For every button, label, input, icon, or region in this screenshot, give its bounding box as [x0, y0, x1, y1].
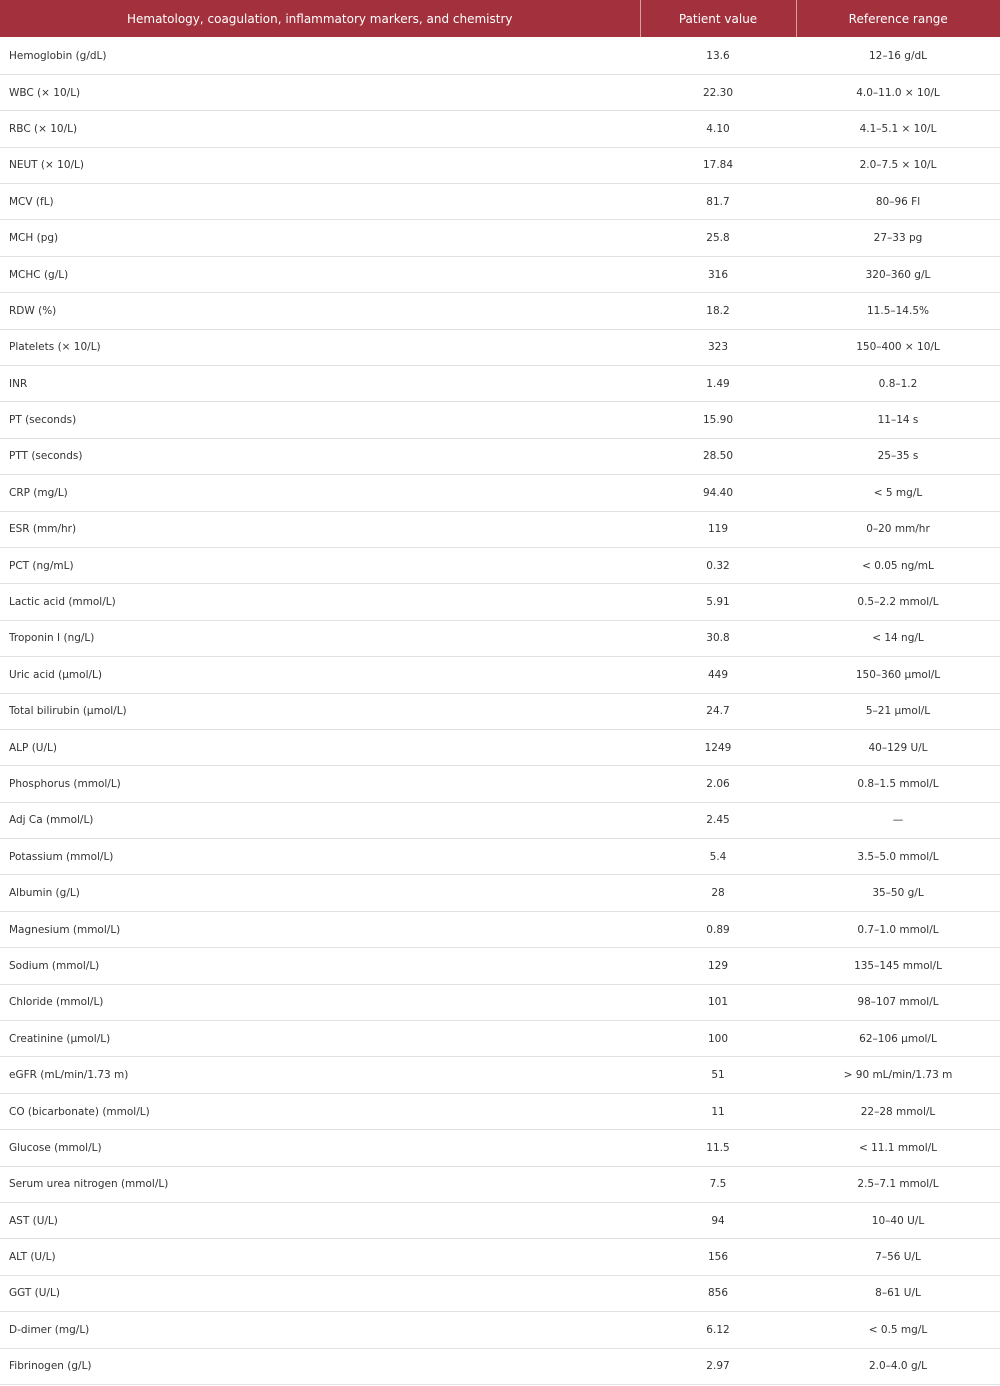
test-name-cell: ALP (U/L)	[0, 729, 640, 765]
test-name-cell: MCHC (g/L)	[0, 256, 640, 292]
patient-value-cell: 13.6	[640, 38, 796, 74]
test-name-cell: Phosphorus (mmol/L)	[0, 766, 640, 802]
patient-value-cell: 11	[640, 1093, 796, 1129]
patient-value-cell: 1249	[640, 729, 796, 765]
reference-range-cell: 0–20 mm/hr	[796, 511, 1000, 547]
test-name-cell: INR	[0, 366, 640, 402]
table-row	[0, 693, 1000, 729]
patient-value-cell: 2.45	[640, 802, 796, 838]
table-row	[0, 1093, 1000, 1129]
patient-value-cell: 129	[640, 948, 796, 984]
patient-value-cell: 2.06	[640, 766, 796, 802]
table-row	[0, 1166, 1000, 1202]
patient-value-cell: 156	[640, 1239, 796, 1275]
table-row	[0, 547, 1000, 583]
reference-range-cell: 135–145 mmol/L	[796, 948, 1000, 984]
patient-value-cell: 2.97	[640, 1348, 796, 1384]
patient-value-cell: 0.32	[640, 547, 796, 583]
reference-range-cell: 4.1–5.1 × 10/L	[796, 111, 1000, 147]
patient-value-cell: 449	[640, 657, 796, 693]
table-row	[0, 438, 1000, 474]
patient-value-cell: 28	[640, 875, 796, 911]
reference-range-cell: > 90 mL/min/1.73 m	[796, 1057, 1000, 1093]
patient-value-cell: 7.5	[640, 1166, 796, 1202]
table-row	[0, 584, 1000, 620]
test-name-cell: Fibrinogen (g/L)	[0, 1348, 640, 1384]
reference-range-cell: 40–129 U/L	[796, 729, 1000, 765]
reference-range-cell: < 0.05 ng/mL	[796, 547, 1000, 583]
test-name-cell: Uric acid (µmol/L)	[0, 657, 640, 693]
test-name-cell: WBC (× 10/L)	[0, 74, 640, 110]
table-row	[0, 1275, 1000, 1311]
reference-range-cell: 11–14 s	[796, 402, 1000, 438]
test-name-cell: GGT (U/L)	[0, 1275, 640, 1311]
test-name-cell: Hemoglobin (g/dL)	[0, 38, 640, 74]
reference-range-cell: 5–21 µmol/L	[796, 693, 1000, 729]
table-row	[0, 1021, 1000, 1057]
patient-value-cell: 119	[640, 511, 796, 547]
patient-value-cell: 316	[640, 256, 796, 292]
test-name-cell: Potassium (mmol/L)	[0, 839, 640, 875]
reference-range-cell: 8–61 U/L	[796, 1275, 1000, 1311]
table-row	[0, 38, 1000, 74]
test-name-cell: NEUT (× 10/L)	[0, 147, 640, 183]
reference-range-cell: 150–400 × 10/L	[796, 329, 1000, 365]
reference-range-cell: 10–40 U/L	[796, 1203, 1000, 1239]
test-name-cell: CRP (mg/L)	[0, 475, 640, 511]
reference-range-cell: 98–107 mmol/L	[796, 984, 1000, 1020]
patient-value-cell: 1.49	[640, 366, 796, 402]
patient-value-cell: 18.2	[640, 293, 796, 329]
table-row	[0, 620, 1000, 656]
reference-range-cell: 150–360 µmol/L	[796, 657, 1000, 693]
patient-value-cell: 94	[640, 1203, 796, 1239]
test-name-cell: CO (bicarbonate) (mmol/L)	[0, 1093, 640, 1129]
table-row	[0, 293, 1000, 329]
test-name-cell: ALT (U/L)	[0, 1239, 640, 1275]
reference-range-cell: 25–35 s	[796, 438, 1000, 474]
reference-range-cell: 62–106 µmol/L	[796, 1021, 1000, 1057]
table-row	[0, 729, 1000, 765]
test-name-cell: Chloride (mmol/L)	[0, 984, 640, 1020]
test-name-cell: Magnesium (mmol/L)	[0, 911, 640, 947]
table-row	[0, 147, 1000, 183]
reference-range-cell: 0.7–1.0 mmol/L	[796, 911, 1000, 947]
patient-value-cell: 22.30	[640, 74, 796, 110]
patient-value-cell: 17.84	[640, 147, 796, 183]
patient-value-cell: 5.4	[640, 839, 796, 875]
reference-range-cell: 27–33 pg	[796, 220, 1000, 256]
test-name-cell: eGFR (mL/min/1.73 m)	[0, 1057, 640, 1093]
table-row	[0, 1057, 1000, 1093]
patient-value-cell: 51	[640, 1057, 796, 1093]
table-row	[0, 220, 1000, 256]
table-row	[0, 511, 1000, 547]
patient-value-cell: 0.89	[640, 911, 796, 947]
test-name-cell: PTT (seconds)	[0, 438, 640, 474]
table-row	[0, 766, 1000, 802]
reference-range-cell: 11.5–14.5%	[796, 293, 1000, 329]
table-row	[0, 74, 1000, 110]
table-row	[0, 1312, 1000, 1348]
test-name-cell: Albumin (g/L)	[0, 875, 640, 911]
table-row	[0, 657, 1000, 693]
test-name-cell: Creatinine (µmol/L)	[0, 1021, 640, 1057]
test-name-cell: Adj Ca (mmol/L)	[0, 802, 640, 838]
reference-range-cell: 0.8–1.5 mmol/L	[796, 766, 1000, 802]
header-test-name: Hematology, coagulation, inflammatory markers, and chemistry	[0, 0, 640, 38]
patient-value-cell: 100	[640, 1021, 796, 1057]
table-row	[0, 911, 1000, 947]
reference-range-cell: —	[796, 802, 1000, 838]
reference-range-cell: 7–56 U/L	[796, 1239, 1000, 1275]
test-name-cell: RBC (× 10/L)	[0, 111, 640, 147]
table-row	[0, 1203, 1000, 1239]
test-name-cell: Lactic acid (mmol/L)	[0, 584, 640, 620]
test-name-cell: Platelets (× 10/L)	[0, 329, 640, 365]
header-reference-range: Reference range	[796, 0, 1000, 38]
test-name-cell: D-dimer (mg/L)	[0, 1312, 640, 1348]
test-name-cell: Troponin I (ng/L)	[0, 620, 640, 656]
patient-value-cell: 4.10	[640, 111, 796, 147]
test-name-cell: Sodium (mmol/L)	[0, 948, 640, 984]
test-name-cell: MCH (pg)	[0, 220, 640, 256]
reference-range-cell: 2.5–7.1 mmol/L	[796, 1166, 1000, 1202]
test-name-cell: AST (U/L)	[0, 1203, 640, 1239]
patient-value-cell: 24.7	[640, 693, 796, 729]
reference-range-cell: 12–16 g/dL	[796, 38, 1000, 74]
reference-range-cell: < 5 mg/L	[796, 475, 1000, 511]
table-header	[0, 0, 1000, 38]
test-name-cell: PT (seconds)	[0, 402, 640, 438]
table-row	[0, 329, 1000, 365]
patient-value-cell: 25.8	[640, 220, 796, 256]
table-row	[0, 366, 1000, 402]
reference-range-cell: 2.0–4.0 g/L	[796, 1348, 1000, 1384]
table-row	[0, 839, 1000, 875]
reference-range-cell: < 11.1 mmol/L	[796, 1130, 1000, 1166]
reference-range-cell: 2.0–7.5 × 10/L	[796, 147, 1000, 183]
table-row	[0, 256, 1000, 292]
patient-value-cell: 81.7	[640, 184, 796, 220]
reference-range-cell: 0.8–1.2	[796, 366, 1000, 402]
reference-range-cell: 0.5–2.2 mmol/L	[796, 584, 1000, 620]
reference-range-cell: 35–50 g/L	[796, 875, 1000, 911]
table-row	[0, 1130, 1000, 1166]
table-row	[0, 984, 1000, 1020]
table-row	[0, 948, 1000, 984]
test-name-cell: ESR (mm/hr)	[0, 511, 640, 547]
patient-value-cell: 30.8	[640, 620, 796, 656]
reference-range-cell: 320–360 g/L	[796, 256, 1000, 292]
reference-range-cell: < 14 ng/L	[796, 620, 1000, 656]
test-name-cell: RDW (%)	[0, 293, 640, 329]
patient-value-cell: 28.50	[640, 438, 796, 474]
test-name-cell: MCV (fL)	[0, 184, 640, 220]
reference-range-cell: < 0.5 mg/L	[796, 1312, 1000, 1348]
table-row	[0, 875, 1000, 911]
table-row	[0, 1239, 1000, 1275]
table-body	[0, 38, 1000, 1384]
patient-value-cell: 856	[640, 1275, 796, 1311]
header-patient-value: Patient value	[640, 0, 796, 38]
table-row	[0, 111, 1000, 147]
patient-value-cell: 6.12	[640, 1312, 796, 1348]
reference-range-cell: 4.0–11.0 × 10/L	[796, 74, 1000, 110]
test-name-cell: Glucose (mmol/L)	[0, 1130, 640, 1166]
patient-value-cell: 94.40	[640, 475, 796, 511]
patient-value-cell: 15.90	[640, 402, 796, 438]
patient-value-cell: 11.5	[640, 1130, 796, 1166]
table-row	[0, 475, 1000, 511]
patient-value-cell: 101	[640, 984, 796, 1020]
table-row	[0, 802, 1000, 838]
header-row	[0, 0, 1000, 38]
table-row	[0, 184, 1000, 220]
reference-range-cell: 22–28 mmol/L	[796, 1093, 1000, 1129]
test-name-cell: PCT (ng/mL)	[0, 547, 640, 583]
table-row	[0, 402, 1000, 438]
table-row	[0, 1348, 1000, 1384]
reference-range-cell: 3.5–5.0 mmol/L	[796, 839, 1000, 875]
reference-range-cell: 80–96 Fl	[796, 184, 1000, 220]
patient-value-cell: 5.91	[640, 584, 796, 620]
test-name-cell: Serum urea nitrogen (mmol/L)	[0, 1166, 640, 1202]
patient-value-cell: 323	[640, 329, 796, 365]
test-name-cell: Total bilirubin (µmol/L)	[0, 693, 640, 729]
